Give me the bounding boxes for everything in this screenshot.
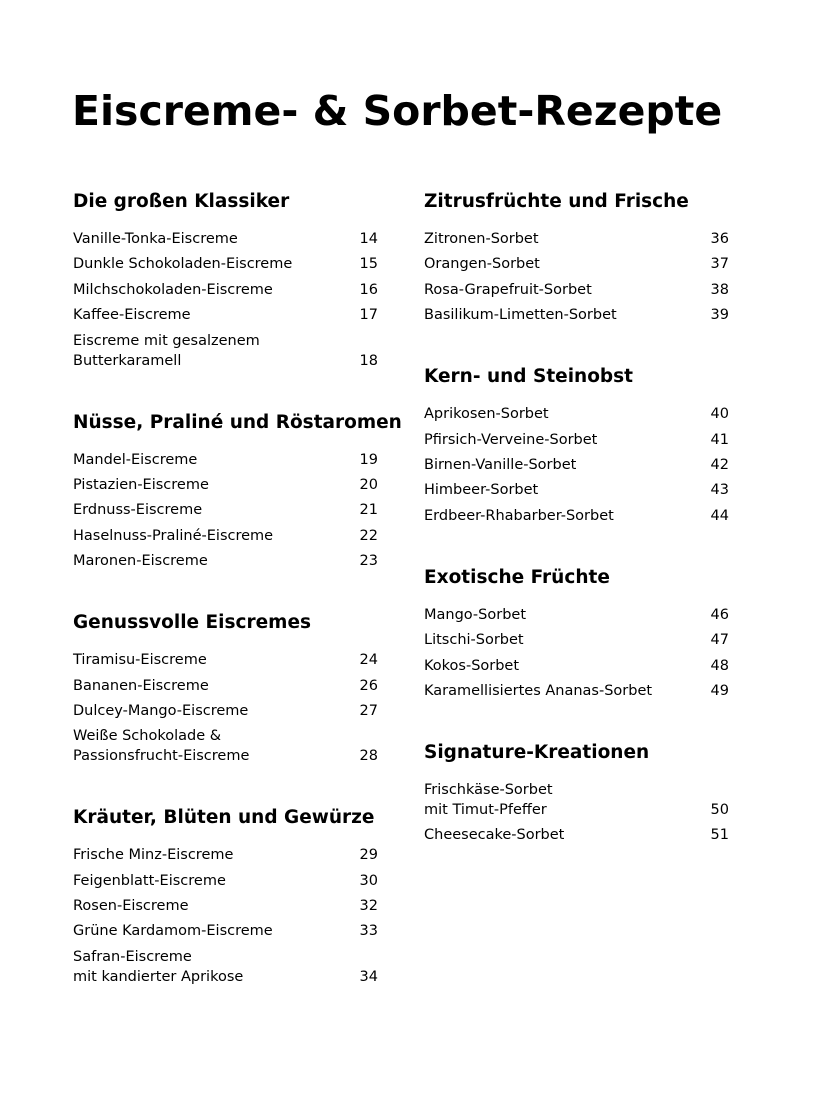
recipe-title: Orangen-Sorbet: [424, 256, 540, 273]
recipe-title: Mandel-Eiscreme: [73, 451, 198, 468]
toc-section: [73, 804, 378, 987]
recipe-entry[interactable]: [424, 430, 729, 450]
page-number: 22: [359, 527, 378, 544]
page-number: 30: [359, 872, 378, 889]
page-number: 21: [359, 502, 378, 519]
recipe-entry[interactable]: [424, 404, 729, 424]
recipe-entry[interactable]: [424, 780, 729, 820]
section-heading: Nüsse, Praliné und Röstaromen: [73, 411, 402, 433]
page-number: 15: [359, 256, 378, 273]
toc-column-left: [73, 188, 402, 992]
page-number: 43: [710, 482, 729, 499]
page-number: 16: [359, 281, 378, 298]
page-number: 38: [710, 281, 729, 298]
section-heading: Signature-Kreationen: [424, 741, 650, 763]
page-number: 28: [359, 748, 378, 765]
section-heading: Exotische Früchte: [424, 566, 610, 588]
recipe-title: Milchschokoladen-Eiscreme: [73, 281, 273, 298]
page-number: 44: [710, 507, 729, 524]
recipe-title: Rosen-Eiscreme: [73, 898, 189, 915]
recipe-title: Safran-Eiscreme mit kandierter Aprikose: [73, 948, 244, 985]
page-number: 37: [710, 256, 729, 273]
recipe-title: Vanille-Tonka-Eiscreme: [73, 231, 238, 247]
recipe-entry[interactable]: [424, 605, 729, 625]
recipe-entry[interactable]: [73, 896, 378, 916]
recipe-list: [424, 404, 729, 526]
recipe-title: Bananen-Eiscreme: [73, 677, 209, 694]
recipe-entry[interactable]: [424, 656, 729, 676]
page-number: 19: [359, 451, 378, 468]
section-heading: Die großen Klassiker: [73, 191, 290, 212]
recipe-entry[interactable]: [424, 630, 729, 650]
page-number: 34: [359, 968, 378, 985]
section-heading: Genussvolle Eiscremes: [73, 612, 311, 634]
recipe-list: [424, 605, 729, 701]
toc-section: [424, 739, 729, 845]
recipe-entry[interactable]: [73, 331, 378, 371]
toc-section: [424, 363, 729, 526]
recipe-title: Zitronen-Sorbet: [424, 231, 539, 247]
recipe-title: Dulcey-Mango-Eiscreme: [73, 702, 249, 719]
recipe-title: Dunkle Schokoladen-Eiscreme: [73, 256, 293, 273]
page-number: 33: [359, 923, 378, 940]
recipe-entry[interactable]: [73, 450, 378, 470]
page-number: 36: [710, 231, 729, 247]
recipe-title: Kaffee-Eiscreme: [73, 307, 191, 324]
page-number: 40: [710, 406, 729, 423]
recipe-entry[interactable]: [424, 455, 729, 475]
recipe-title: Basilikum-Limetten-Sorbet: [424, 307, 617, 324]
toc-section: [424, 564, 729, 701]
recipe-title: Cheesecake-Sorbet: [424, 827, 565, 844]
toc-section: [73, 609, 378, 766]
recipe-entry[interactable]: [73, 701, 378, 721]
recipe-title: Himbeer-Sorbet: [424, 482, 539, 499]
page-number: 18: [359, 352, 378, 369]
recipe-entry[interactable]: [424, 825, 729, 845]
recipe-entry[interactable]: [73, 871, 378, 891]
recipe-entry[interactable]: [73, 254, 378, 274]
page-number: 39: [710, 307, 729, 324]
recipe-entry[interactable]: [73, 475, 378, 495]
recipe-title: Erdbeer-Rhabarber-Sorbet: [424, 507, 614, 524]
recipe-entry[interactable]: [73, 280, 378, 300]
page-number: 26: [359, 677, 378, 694]
recipe-entry[interactable]: [424, 681, 729, 701]
recipe-list: [73, 229, 378, 371]
page-number: 41: [710, 431, 729, 448]
page-number: 17: [359, 307, 378, 324]
recipe-entry[interactable]: [73, 845, 378, 865]
recipe-list: [424, 229, 729, 325]
recipe-title: Feigenblatt-Eiscreme: [73, 872, 226, 889]
page-number: 42: [710, 456, 729, 473]
recipe-entry[interactable]: [424, 480, 729, 500]
recipe-title: Grüne Kardamom-Eiscreme: [73, 923, 273, 940]
section-heading: Kräuter, Blüten und Gewürze: [73, 807, 375, 829]
recipe-entry[interactable]: [424, 229, 729, 249]
section-heading: Kern- und Steinobst: [424, 366, 634, 388]
page-number: 24: [359, 652, 378, 669]
recipe-title: Pfirsich-Verveine-Sorbet: [424, 431, 598, 448]
recipe-entry[interactable]: [424, 254, 729, 274]
recipe-title: Birnen-Vanille-Sorbet: [424, 456, 577, 473]
recipe-title: Maronen-Eiscreme: [73, 553, 208, 570]
recipe-title: Pistazien-Eiscreme: [73, 476, 209, 493]
section-heading: Zitrusfrüchte und Frische: [424, 191, 689, 212]
recipe-entry[interactable]: [73, 726, 378, 766]
page-number: 29: [359, 847, 378, 864]
recipe-title: Tiramisu-Eiscreme: [73, 652, 207, 669]
recipe-entry[interactable]: [73, 650, 378, 670]
recipe-entry[interactable]: [73, 551, 378, 571]
recipe-title: Haselnuss-Praliné-Eiscreme: [73, 527, 274, 544]
page-number: 51: [710, 827, 729, 844]
recipe-title: Eiscreme mit gesalzenem Butterkaramell: [73, 332, 260, 369]
recipe-entry[interactable]: [73, 305, 378, 325]
toc-section: [424, 188, 729, 325]
recipe-title: Karamellisiertes Ananas-Sorbet: [424, 682, 653, 699]
page-number: 14: [359, 231, 378, 247]
recipe-title: Aprikosen-Sorbet: [424, 406, 549, 423]
recipe-entry[interactable]: [73, 676, 378, 696]
recipe-title: Erdnuss-Eiscreme: [73, 502, 203, 519]
recipe-entry[interactable]: [73, 500, 378, 520]
toc-column-right: [424, 188, 729, 851]
recipe-title: Frischkäse-Sorbet mit Timut-Pfeffer: [424, 781, 553, 818]
recipe-list: [73, 845, 378, 987]
recipe-list: [424, 780, 729, 845]
page-number: 50: [710, 801, 729, 818]
recipe-title: Weiße Schokolade & Passionsfrucht-Eiscreme: [73, 728, 250, 765]
recipe-entry[interactable]: [73, 229, 378, 249]
recipe-entry[interactable]: [73, 921, 378, 941]
page-number: 47: [710, 632, 729, 649]
recipe-title: Kokos-Sorbet: [424, 657, 520, 674]
page-number: 48: [710, 657, 729, 674]
recipe-title: Litschi-Sorbet: [424, 632, 524, 649]
page-title: Eiscreme- & Sorbet-Rezepte: [72, 87, 723, 135]
page-number: 32: [359, 898, 378, 915]
recipe-entry[interactable]: [424, 506, 729, 526]
recipe-entry[interactable]: [73, 947, 378, 987]
recipe-list: [73, 450, 378, 572]
recipe-title: Mango-Sorbet: [424, 606, 527, 623]
page-number: 23: [359, 553, 378, 570]
toc-section: [73, 188, 378, 371]
recipe-title: Rosa-Grapefruit-Sorbet: [424, 281, 592, 298]
page-number: 46: [710, 606, 729, 623]
toc-section: [73, 409, 402, 572]
recipe-entry[interactable]: [424, 280, 729, 300]
recipe-entry[interactable]: [424, 305, 729, 325]
page-number: 27: [359, 702, 378, 719]
recipe-entry[interactable]: [73, 526, 378, 546]
page-number: 49: [710, 682, 729, 699]
recipe-list: [73, 650, 378, 766]
page-number: 20: [359, 476, 378, 493]
recipe-title: Frische Minz-Eiscreme: [73, 847, 234, 864]
